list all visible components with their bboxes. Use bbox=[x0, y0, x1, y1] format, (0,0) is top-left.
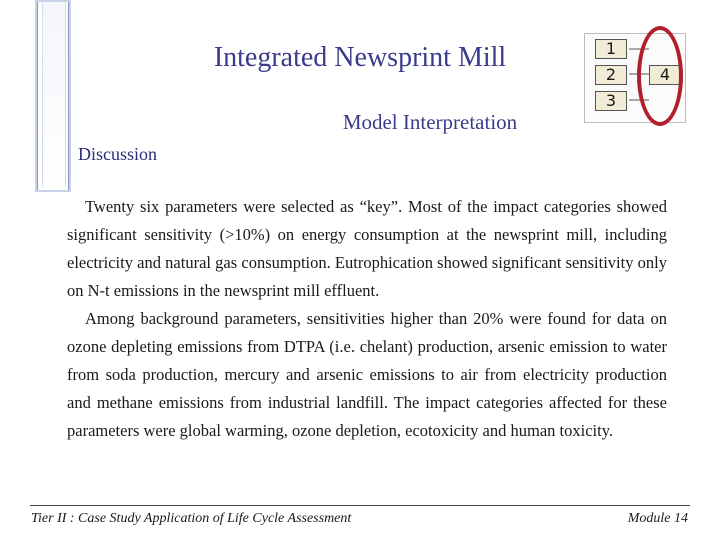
decorative-side-bar bbox=[35, 0, 71, 192]
step-box-4: 4 bbox=[649, 65, 681, 85]
section-heading: Discussion bbox=[78, 144, 158, 164]
footer-module-label: Module 14 bbox=[627, 511, 688, 526]
step-box-1: 1 bbox=[595, 39, 627, 59]
footer-divider bbox=[30, 505, 690, 506]
paragraph-1: Twenty six parameters were selected as “key”. Most of the impact categories showed significant sensitivity (>10%) on energy consumption at the newsprint mill, including electricity and natural gas consumption. Eutrophication showed significant sensitivity only on N-t emissions in the newsprint mill effluent. bbox=[67, 197, 667, 300]
paragraph-2: Among background parameters, sensitivities higher than 20% were found for data on ozone depleting emissions from DTPA (i.e. chelant) production, arsenic emission to water from soda production, mercury and arsenic emissions to air from electricity production and methane emissions from industrial landfill. The impact categories affected for these parameters were global warming, ozone depletion, ecotoxicity and human toxicity. bbox=[67, 309, 667, 440]
highlight-oval bbox=[637, 26, 683, 126]
step-box-3: 3 bbox=[595, 91, 627, 111]
footer-course-title: Tier II : Case Study Application of Life Cycle Assessment bbox=[31, 511, 352, 526]
page-subtitle: Model Interpretation bbox=[342, 110, 518, 134]
step-box-2: 2 bbox=[595, 65, 627, 85]
page-title: Integrated Newsprint Mill bbox=[213, 42, 507, 73]
body-text bbox=[67, 193, 667, 445]
